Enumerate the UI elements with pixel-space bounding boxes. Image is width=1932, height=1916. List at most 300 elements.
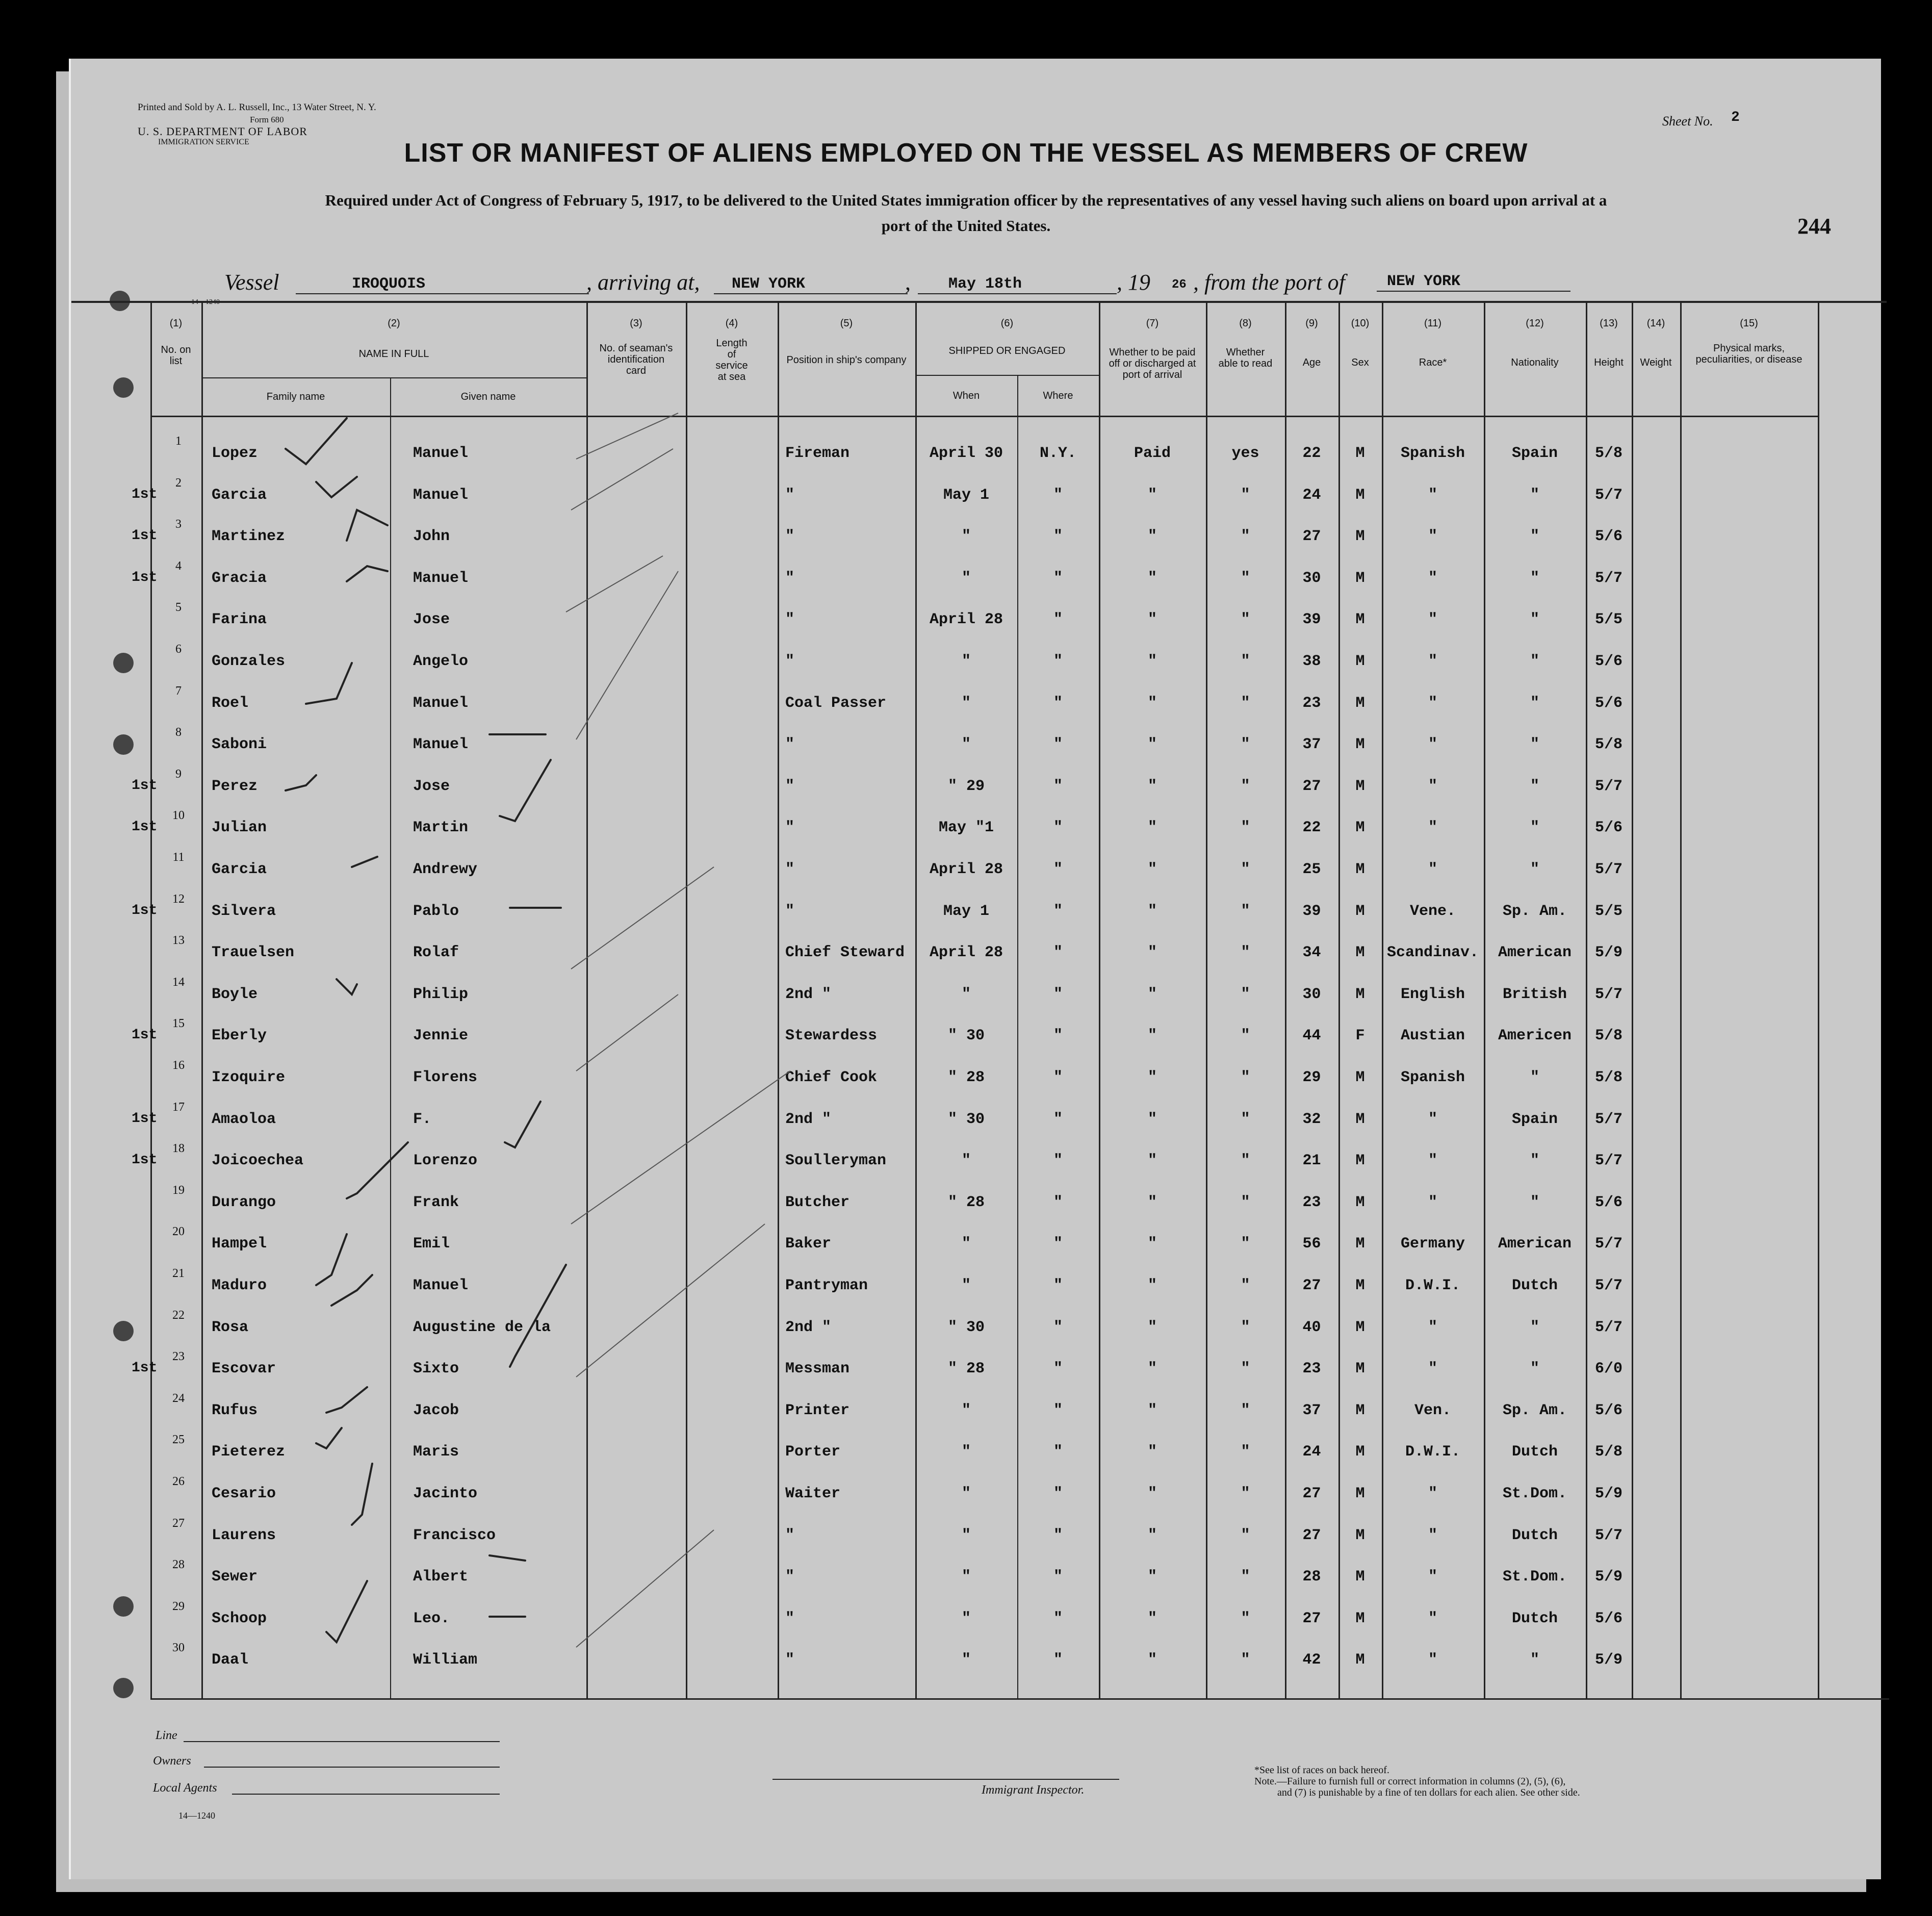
cell-paid: " — [1147, 985, 1157, 1003]
check-mark-5 — [306, 663, 352, 704]
check-mark-15 — [326, 1387, 367, 1413]
cell-read: yes — [1231, 445, 1259, 462]
cell-family: Farina — [212, 611, 267, 629]
cell-age: 23 — [1302, 1360, 1321, 1378]
cell-when: " — [961, 528, 971, 546]
cell-position: " — [785, 777, 795, 795]
cell-where: " — [1053, 528, 1063, 546]
cell-family: Joicoechea — [212, 1152, 304, 1170]
col12-number: (12) — [1526, 318, 1544, 329]
cell-read: " — [1241, 1610, 1250, 1627]
cell-when: " — [961, 1401, 971, 1419]
cell-family: Escovar — [212, 1360, 276, 1378]
cell-when: " 29 — [947, 777, 985, 795]
cell-height: 5/7 — [1594, 1318, 1622, 1336]
cell-given: Frank — [413, 1193, 459, 1211]
cell-race: Spanish — [1400, 445, 1465, 462]
cell-no: 27 — [172, 1516, 185, 1530]
cell-height: 5/5 — [1594, 902, 1622, 920]
cell-age: 22 — [1302, 819, 1321, 837]
cell-nationality: Dutch — [1511, 1443, 1558, 1461]
cell-race: D.W.I. — [1405, 1277, 1461, 1294]
subtitle-2: port of the United States. — [881, 217, 1051, 235]
cell-nationality: American — [1498, 944, 1572, 962]
cell-sex: M — [1355, 777, 1365, 795]
col10-number: (10) — [1351, 318, 1370, 329]
tally-stroke — [576, 571, 678, 739]
cell-paid: " — [1147, 1318, 1157, 1336]
cell-height: 5/6 — [1594, 528, 1622, 546]
cell-read: " — [1241, 528, 1250, 546]
cell-height: 5/8 — [1594, 736, 1622, 754]
cell-read: " — [1241, 1485, 1250, 1502]
cell-when: " — [961, 569, 971, 587]
cell-race: " — [1428, 1568, 1437, 1586]
cell-nationality: St.Dom. — [1502, 1485, 1567, 1502]
col14-number: (14) — [1646, 318, 1665, 329]
col15-number: (15) — [1740, 318, 1758, 329]
cell-age: 27 — [1302, 1485, 1321, 1502]
cell-paid: " — [1147, 944, 1157, 962]
cell-family: Roel — [212, 694, 249, 712]
cell-race: Ven. — [1414, 1401, 1451, 1419]
cell-age: 22 — [1302, 445, 1321, 462]
cell-given: Jacinto — [413, 1485, 478, 1502]
check-mark-14 — [510, 1265, 566, 1367]
cell-read: " — [1241, 1318, 1250, 1336]
col11-number: (11) — [1424, 318, 1442, 329]
check-mark-1 — [286, 418, 347, 464]
cell-given: Lorenzo — [413, 1152, 478, 1170]
check-mark-11 — [347, 1142, 408, 1198]
cell-race: " — [1428, 528, 1437, 546]
cell-age: 23 — [1302, 694, 1321, 712]
cell-note: 1st — [132, 569, 158, 585]
cell-no: 19 — [172, 1183, 185, 1197]
cell-no: 29 — [172, 1599, 185, 1613]
tally-stroke — [576, 413, 678, 459]
line-field — [184, 1741, 500, 1742]
line-label: Line — [156, 1729, 177, 1742]
cell-paid: " — [1147, 1568, 1157, 1586]
cell-position: Printer — [785, 1401, 850, 1419]
cell-where: " — [1053, 1152, 1063, 1170]
cell-read: " — [1241, 1651, 1250, 1669]
cell-nationality: Dutch — [1511, 1610, 1558, 1627]
cell-where: " — [1053, 1651, 1063, 1669]
cell-family: Garcia — [212, 486, 267, 504]
cell-given: Sixto — [413, 1360, 459, 1378]
cell-where: " — [1053, 1526, 1063, 1544]
col4-number: (4) — [725, 318, 738, 329]
cell-where: " — [1053, 569, 1063, 587]
cell-age: 27 — [1302, 777, 1321, 795]
cell-paid: " — [1147, 1152, 1157, 1170]
cell-no: 16 — [172, 1059, 185, 1072]
printer-credit: Printed and Sold by A. L. Russell, Inc., 13 Water Street, N. Y. — [138, 102, 376, 113]
cell-note: 1st — [132, 1360, 158, 1376]
footnote-races: *See list of races on back hereof. — [1254, 1765, 1389, 1776]
cell-height: 5/6 — [1594, 1610, 1622, 1627]
cell-given: Philip — [413, 985, 469, 1003]
cell-paid: " — [1147, 1485, 1157, 1502]
cell-when: " — [961, 1152, 971, 1170]
cell-note: 1st — [132, 1027, 158, 1043]
cell-paid: " — [1147, 1069, 1157, 1086]
cell-no: 23 — [172, 1350, 185, 1364]
cell-nationality: " — [1530, 653, 1539, 670]
cell-read: " — [1241, 819, 1250, 837]
cell-race: English — [1400, 985, 1465, 1003]
cell-where: " — [1053, 1027, 1063, 1045]
cell-sex: M — [1355, 819, 1365, 837]
footnote-penalty: Note.—Failure to furnish full or correct information in columns (2), (5), (6), — [1254, 1776, 1566, 1787]
cell-age: 27 — [1302, 1610, 1321, 1627]
cell-sex: M — [1355, 1152, 1365, 1170]
cell-where: " — [1053, 1485, 1063, 1502]
from-label: , from the port of — [1193, 270, 1345, 295]
cell-race: " — [1428, 861, 1437, 878]
cell-nationality: " — [1530, 611, 1539, 629]
cell-where: N.Y. — [1039, 445, 1076, 462]
cell-sex: M — [1355, 653, 1365, 670]
check-mark-6 — [286, 775, 316, 790]
cell-race: " — [1428, 1485, 1437, 1502]
cell-nationality: " — [1530, 1193, 1539, 1211]
cell-where: " — [1053, 861, 1063, 878]
cell-height: 5/7 — [1594, 985, 1622, 1003]
cell-given: Jacob — [413, 1401, 459, 1419]
cell-position: Fireman — [785, 445, 850, 462]
cell-where: " — [1053, 736, 1063, 754]
cell-height: 5/6 — [1594, 1193, 1622, 1211]
cell-sex: M — [1355, 1318, 1365, 1336]
comma: , — [905, 270, 911, 295]
cell-height: 5/7 — [1594, 861, 1622, 878]
cell-where: " — [1053, 1193, 1063, 1211]
cell-when: " — [961, 1651, 971, 1669]
cell-where: " — [1053, 902, 1063, 920]
cell-when: " — [961, 1277, 971, 1294]
cell-given: Emil — [413, 1235, 450, 1253]
cell-paid: " — [1147, 1027, 1157, 1045]
cell-when: April 28 — [929, 611, 1003, 629]
cell-no: 17 — [172, 1100, 185, 1114]
cell-height: 6/0 — [1594, 1360, 1622, 1378]
cell-family: Izoquire — [212, 1069, 286, 1086]
subtitle: Required under Act of Congress of February 5, 1917, to be delivered to the United States immigration officer by the representatives of any vessel having such aliens on board upon arrival at a — [325, 191, 1607, 209]
cell-height: 5/7 — [1594, 569, 1622, 587]
cell-height: 5/9 — [1594, 1651, 1622, 1669]
cell-paid: " — [1147, 1651, 1157, 1669]
check-mark-2 — [316, 477, 357, 497]
col15-header: Physical marks, peculiarities, or disease — [1695, 343, 1802, 365]
cell-no: 2 — [175, 476, 182, 490]
page-title: LIST OR MANIFEST OF ALIENS EMPLOYED ON THE VESSEL AS MEMBERS OF CREW — [404, 138, 1528, 168]
cell-given: Manuel — [413, 694, 469, 712]
cell-age: 30 — [1302, 985, 1321, 1003]
cell-height: 5/8 — [1594, 1443, 1622, 1461]
cell-family: Saboni — [212, 736, 267, 754]
cell-position: " — [785, 486, 795, 504]
cell-when: " 28 — [947, 1193, 985, 1211]
cell-family: Pieterez — [212, 1443, 286, 1461]
cell-height: 5/7 — [1594, 1110, 1622, 1128]
cell-no: 26 — [172, 1475, 185, 1488]
cell-sex: M — [1355, 445, 1365, 462]
cell-position: Pantryman — [785, 1277, 868, 1294]
cell-when: May "1 — [938, 819, 994, 837]
cell-sex: M — [1355, 1277, 1365, 1294]
cell-position: " — [785, 819, 795, 837]
cell-nationality: " — [1530, 819, 1539, 837]
cell-sex: M — [1355, 944, 1365, 962]
cell-given: Florens — [413, 1069, 478, 1086]
check-mark-17 — [352, 1464, 372, 1525]
cell-sex: F — [1355, 1027, 1365, 1045]
cell-position: " — [785, 653, 795, 670]
cell-where: " — [1053, 486, 1063, 504]
tally-stroke — [566, 556, 663, 612]
cell-no: 30 — [172, 1641, 185, 1655]
cell-nationality: St.Dom. — [1502, 1568, 1567, 1586]
cell-when: " — [961, 1610, 971, 1627]
cell-age: 27 — [1302, 1526, 1321, 1544]
cell-nationality: Sp. Am. — [1502, 902, 1567, 920]
cell-height: 5/8 — [1594, 445, 1622, 462]
cell-nationality: Americen — [1498, 1027, 1572, 1045]
cell-read: " — [1241, 1443, 1250, 1461]
cell-no: 13 — [172, 934, 185, 948]
cell-where: " — [1053, 819, 1063, 837]
cell-no: 22 — [172, 1308, 185, 1322]
col11-header: Race* — [1419, 357, 1447, 368]
cell-when: " 30 — [947, 1318, 985, 1336]
cell-given: Martin — [413, 819, 469, 837]
cell-nationality: " — [1530, 694, 1539, 712]
cell-given: Jose — [413, 777, 450, 795]
tally-stroke — [576, 1224, 765, 1377]
cell-age: 37 — [1302, 1401, 1321, 1419]
cell-age: 21 — [1302, 1152, 1321, 1170]
cell-paid: " — [1147, 611, 1157, 629]
col6-header: SHIPPED OR ENGAGED — [948, 345, 1066, 356]
cell-read: " — [1241, 1193, 1250, 1211]
cell-race: Austian — [1400, 1027, 1465, 1045]
cell-age: 28 — [1302, 1568, 1321, 1586]
cell-family: Silvera — [212, 902, 276, 920]
cell-when: " — [961, 1235, 971, 1253]
cell-paid: " — [1147, 486, 1157, 504]
page-number: 244 — [1797, 214, 1831, 239]
col1-header: No. on list — [161, 344, 191, 367]
cell-height: 5/7 — [1594, 486, 1622, 504]
cell-no: 12 — [172, 892, 185, 906]
cell-paid: " — [1147, 777, 1157, 795]
cell-race: " — [1428, 1193, 1437, 1211]
cell-where: " — [1053, 1110, 1063, 1128]
from-port: NEW YORK — [1387, 273, 1461, 290]
cell-given: Francisco — [413, 1526, 496, 1544]
cell-family: Perez — [212, 777, 258, 795]
cell-sex: M — [1355, 902, 1365, 920]
cell-sex: M — [1355, 985, 1365, 1003]
check-mark-4 — [347, 566, 388, 581]
cell-where: " — [1053, 1235, 1063, 1253]
cell-read: " — [1241, 486, 1250, 504]
check-mark-13 — [331, 1275, 372, 1306]
cell-read: " — [1241, 1401, 1250, 1419]
cell-height: 5/6 — [1594, 653, 1622, 670]
sheet-label: Sheet No. — [1662, 114, 1713, 129]
cell-height: 5/6 — [1594, 694, 1622, 712]
cell-read: " — [1241, 985, 1250, 1003]
cell-height: 5/7 — [1594, 1235, 1622, 1253]
service: IMMIGRATION SERVICE — [158, 138, 249, 146]
cell-no: 24 — [172, 1391, 185, 1405]
cell-sex: M — [1355, 528, 1365, 546]
cell-height: 5/5 — [1594, 611, 1622, 629]
cell-family: Cesario — [212, 1485, 276, 1502]
cell-read: " — [1241, 1069, 1250, 1086]
cell-nationality: " — [1530, 1318, 1539, 1336]
cell-age: 37 — [1302, 736, 1321, 754]
cell-position: " — [785, 611, 795, 629]
cell-given: Maris — [413, 1443, 459, 1461]
cell-position: Porter — [785, 1443, 841, 1461]
cell-position: " — [785, 1651, 795, 1669]
col2b-header: Given name — [460, 391, 516, 402]
cell-paid: " — [1147, 1401, 1157, 1419]
cell-where: " — [1053, 1443, 1063, 1461]
col12-header: Nationality — [1511, 357, 1559, 368]
col14-header: Weight — [1640, 357, 1672, 368]
cell-sex: M — [1355, 1069, 1365, 1086]
cell-given: Albert — [413, 1568, 469, 1586]
col5-header: Position in ship's company — [786, 354, 907, 366]
cell-read: " — [1241, 777, 1250, 795]
col7-header: Whether to be paid off or discharged at port of arrival — [1109, 347, 1196, 380]
cell-read: " — [1241, 944, 1250, 962]
cell-given: John — [413, 528, 450, 546]
cell-race: " — [1428, 1651, 1437, 1669]
cell-age: 56 — [1302, 1235, 1321, 1253]
cell-where: " — [1053, 1277, 1063, 1294]
cell-age: 24 — [1302, 486, 1321, 504]
cell-sex: M — [1355, 569, 1365, 587]
col1-number: (1) — [169, 318, 183, 329]
cell-height: 5/9 — [1594, 944, 1622, 962]
cell-family: Durango — [212, 1193, 276, 1211]
cell-paid: " — [1147, 569, 1157, 587]
arrival-date: May 18th — [948, 275, 1022, 293]
cell-nationality: " — [1530, 528, 1539, 546]
cell-family: Lopez — [212, 445, 258, 462]
cell-paid: " — [1147, 819, 1157, 837]
cell-given: Manuel — [413, 1277, 469, 1294]
col3-header: No. of seaman's identification card — [599, 343, 673, 376]
cell-race: Scandinav. — [1386, 944, 1479, 962]
col13-number: (13) — [1600, 318, 1618, 329]
cell-given: Manuel — [413, 445, 469, 462]
cell-position: " — [785, 736, 795, 754]
cell-paid: " — [1147, 1443, 1157, 1461]
cell-sex: M — [1355, 861, 1365, 878]
cell-no: 5 — [175, 601, 182, 615]
vessel-name: IROQUOIS — [352, 275, 426, 293]
cell-note: 1st — [132, 1152, 158, 1168]
cell-height: 5/7 — [1594, 777, 1622, 795]
cell-position: Soulleryman — [785, 1152, 887, 1170]
cell-when: " 30 — [947, 1110, 985, 1128]
cell-when: April 30 — [929, 445, 1003, 462]
cell-where: " — [1053, 1360, 1063, 1378]
check-mark-16 — [316, 1428, 342, 1448]
cell-read: " — [1241, 1152, 1250, 1170]
cell-where: " — [1053, 1318, 1063, 1336]
cell-race: " — [1428, 777, 1437, 795]
cell-position: 2nd " — [785, 1110, 832, 1128]
cell-no: 21 — [172, 1267, 185, 1280]
cell-sex: M — [1355, 611, 1365, 629]
cell-read: " — [1241, 1360, 1250, 1378]
year: 26 — [1172, 278, 1187, 292]
cell-height: 5/6 — [1594, 1401, 1622, 1419]
cell-age: 30 — [1302, 569, 1321, 587]
cell-family: Schoop — [212, 1610, 267, 1627]
cell-note: 1st — [132, 1110, 158, 1127]
tally-stroke — [576, 994, 678, 1071]
arriving-label: , arriving at, — [586, 270, 700, 295]
cell-position: Stewardess — [785, 1027, 878, 1045]
cell-paid: " — [1147, 861, 1157, 878]
cell-note: 1st — [132, 528, 158, 544]
col7-number: (7) — [1146, 318, 1159, 329]
cell-family: Gracia — [212, 569, 267, 587]
cell-nationality: " — [1530, 1152, 1539, 1170]
cell-when: " 30 — [947, 1027, 985, 1045]
cell-given: Manuel — [413, 569, 469, 587]
cell-race: D.W.I. — [1405, 1443, 1461, 1461]
cell-family: Julian — [212, 819, 267, 837]
cell-height: 5/8 — [1594, 1027, 1622, 1045]
cell-read: " — [1241, 736, 1250, 754]
agents-label: Local Agents — [153, 1781, 217, 1795]
cell-family: Rosa — [212, 1318, 249, 1336]
cell-when: " — [961, 653, 971, 670]
cell-given: Angelo — [413, 653, 469, 670]
cell-sex: M — [1355, 1401, 1365, 1419]
department: U. S. DEPARTMENT OF LABOR — [138, 125, 307, 138]
cell-race: " — [1428, 1110, 1437, 1128]
cell-position: Messman — [785, 1360, 850, 1378]
cell-nationality: British — [1502, 985, 1567, 1003]
cell-race: " — [1428, 1360, 1437, 1378]
cell-nationality: " — [1530, 486, 1539, 504]
check-mark-9 — [337, 979, 357, 994]
col9-header: Age — [1302, 357, 1321, 368]
cell-age: 42 — [1302, 1651, 1321, 1669]
cell-race: " — [1428, 569, 1437, 587]
col13-header: Height — [1594, 357, 1624, 368]
cell-paid: " — [1147, 1277, 1157, 1294]
cell-height: 5/9 — [1594, 1568, 1622, 1586]
cell-age: 38 — [1302, 653, 1321, 670]
cell-sex: M — [1355, 1193, 1365, 1211]
tally-stroke — [571, 867, 714, 969]
dash-mark — [490, 1555, 525, 1561]
cell-given: Pablo — [413, 902, 459, 920]
